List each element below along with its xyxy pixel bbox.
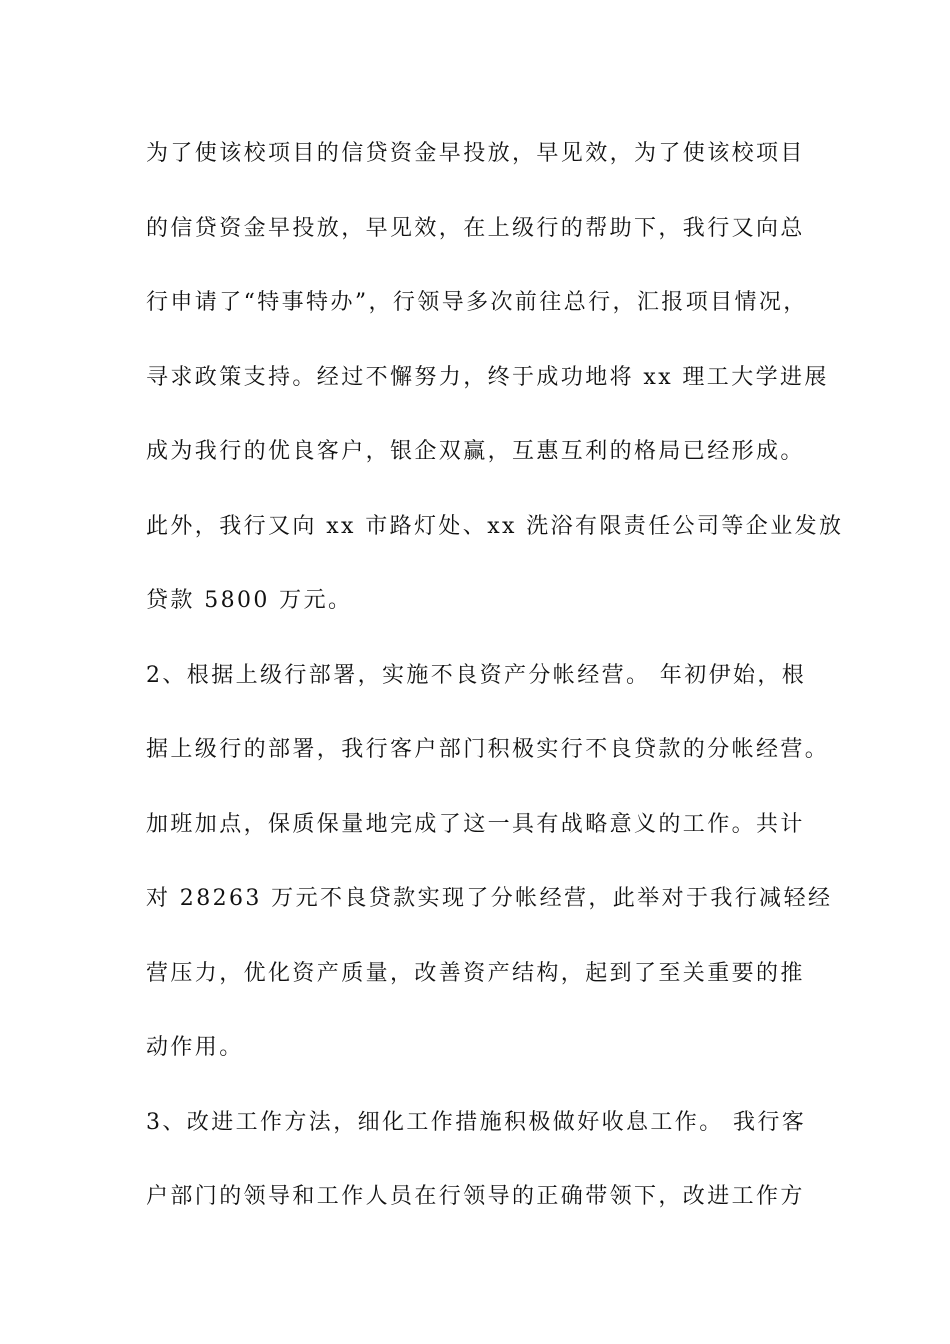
text-line-11: 对 28263 万元不良贷款实现了分帐经营，此举对于我行减轻经 (146, 886, 833, 911)
text-line-10: 加班加点，保质保量地完成了这一具有战略意义的工作。共计 (146, 811, 805, 837)
text-line-4: 寻求政策支持。经过不懈努力，终于成功地将 xx 理工大学进展 (146, 364, 829, 390)
text-line-6: 此外，我行又向 xx 市路灯处、xx 洗浴有限责任公司等企业发放 (146, 513, 844, 539)
text-line-7: 贷款 5800 万元。 (146, 588, 353, 613)
document-body (146, 134, 844, 1252)
text-line-13: 动作用。 (146, 1035, 244, 1060)
text-line-1: 为了使该校项目的信贷资金早投放，早见效，为了使该校项目 (146, 141, 805, 166)
text-line-14: 3、改进工作方法，细化工作措施积极做好收息工作。 我行客 (146, 1109, 807, 1135)
text-line-9: 据上级行的部署，我行客户部门积极实行不良贷款的分帐经营。 (146, 737, 830, 762)
text-line-12: 营压力，优化资产质量，改善资产结构，起到了至关重要的推 (146, 960, 805, 986)
text-line-15: 户部门的领导和工作人员在行领导的正确带领下，改进工作方 (146, 1184, 805, 1209)
text-line-5: 成为我行的优良客户，银企双赢，互惠互利的格局已经形成。 (146, 439, 805, 464)
text-line-3: 行申请了“特事特办”，行领导多次前往总行，汇报项目情况， (146, 290, 808, 315)
text-line-2: 的信贷资金早投放，早见效，在上级行的帮助下，我行又向总 (146, 215, 805, 241)
text-line-8: 2、根据上级行部署，实施不良资产分帐经营。 年初伊始，根 (146, 662, 807, 688)
